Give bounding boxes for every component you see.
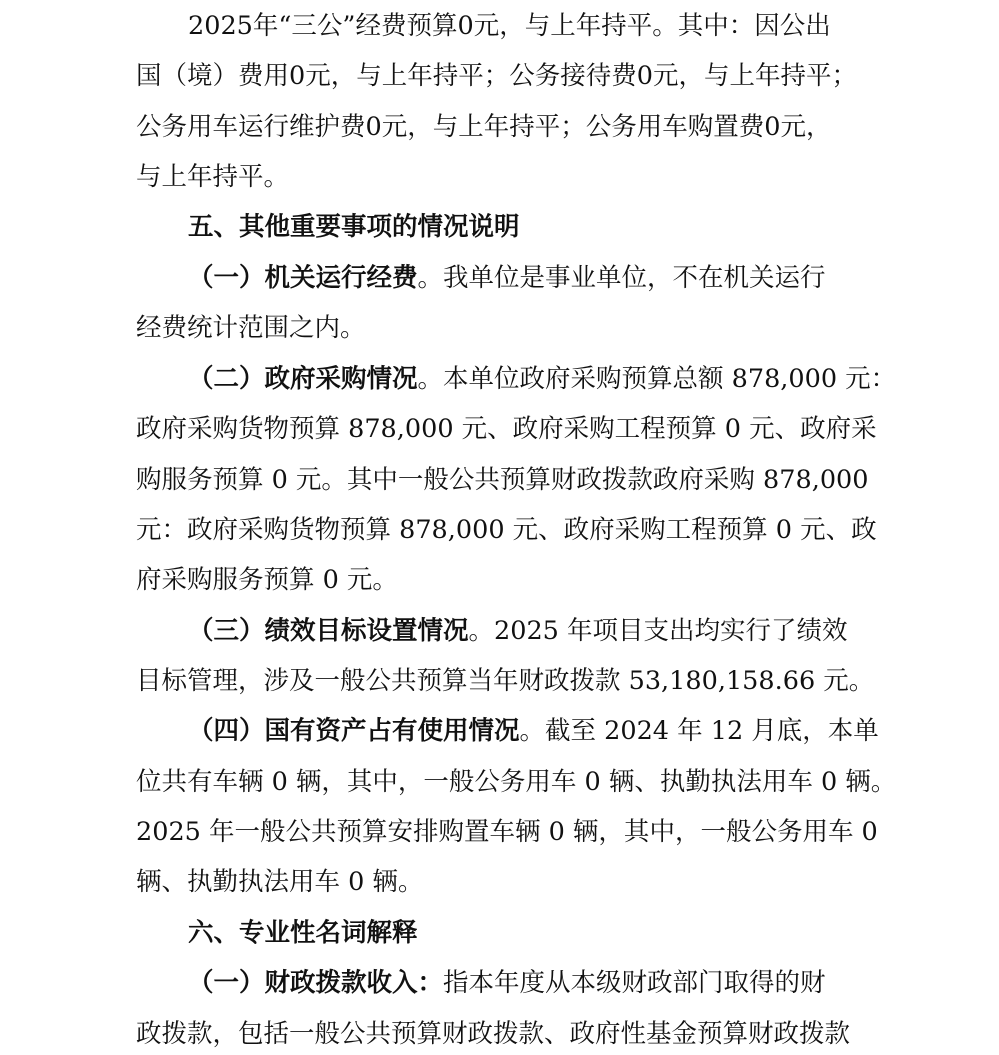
item-text: 。我单位是事业单位，不在机关运行: [417, 263, 826, 293]
item-line: 政府采购货物预算 878,000 元、政府采购工程预算 0 元、政府采: [136, 414, 877, 444]
item-line: 购服务预算 0 元。其中一般公共预算财政拨款政府采购 878,000: [136, 465, 869, 495]
item-line: 经费统计范围之内。: [136, 313, 366, 343]
item-text: 。2025 年项目支出均实行了绩效: [468, 616, 848, 646]
paragraph-line: 与上年持平。: [136, 162, 290, 192]
section-heading-6: 六、专业性名词解释: [188, 918, 418, 948]
item-line: [188, 616, 948, 646]
item-text: 。截至 2024 年 12 月底，本单: [519, 716, 879, 746]
term-label: （一）财政拨款收入：: [188, 968, 444, 998]
section-heading-5: 五、其他重要事项的情况说明: [188, 212, 520, 242]
term-line: [188, 968, 948, 998]
item-line: 府采购服务预算 0 元。: [136, 565, 398, 595]
item-label: （一）机关运行经费: [188, 263, 418, 293]
item-line: [188, 716, 948, 746]
paragraph-line: 2025年“三公”经费预算0元，与上年持平。其中：因公出: [188, 11, 831, 41]
term-text: 指本年度从本级财政部门取得的财: [443, 968, 826, 998]
item-line: 目标管理，涉及一般公共预算当年财政拨款 53,180,158.66 元。: [136, 666, 875, 696]
term-line: 政拨款，包括一般公共预算财政拨款、政府性基金预算财政拨款: [136, 1019, 851, 1049]
item-line: [188, 263, 948, 293]
item-line: 元：政府采购货物预算 878,000 元、政府采购工程预算 0 元、政: [136, 515, 877, 545]
item-line: 位共有车辆 0 辆，其中，一般公务用车 0 辆、执勤执法用车 0 辆。: [136, 767, 897, 797]
item-label: （二）政府采购情况: [188, 364, 418, 394]
item-line: [188, 364, 948, 394]
item-text: 。本单位政府采购预算总额 878,000 元：: [417, 364, 897, 394]
item-line: 辆、执勤执法用车 0 辆。: [136, 867, 424, 897]
paragraph-line: 公务用车运行维护费0元，与上年持平；公务用车购置费0元，: [136, 112, 832, 142]
paragraph-line: 国（境）费用0元，与上年持平；公务接待费0元，与上年持平；: [136, 61, 857, 91]
item-label: （四）国有资产占有使用情况: [188, 716, 520, 746]
item-label: （三）绩效目标设置情况: [188, 616, 469, 646]
item-line: 2025 年一般公共预算安排购置车辆 0 辆，其中，一般公务用车 0: [136, 817, 878, 847]
